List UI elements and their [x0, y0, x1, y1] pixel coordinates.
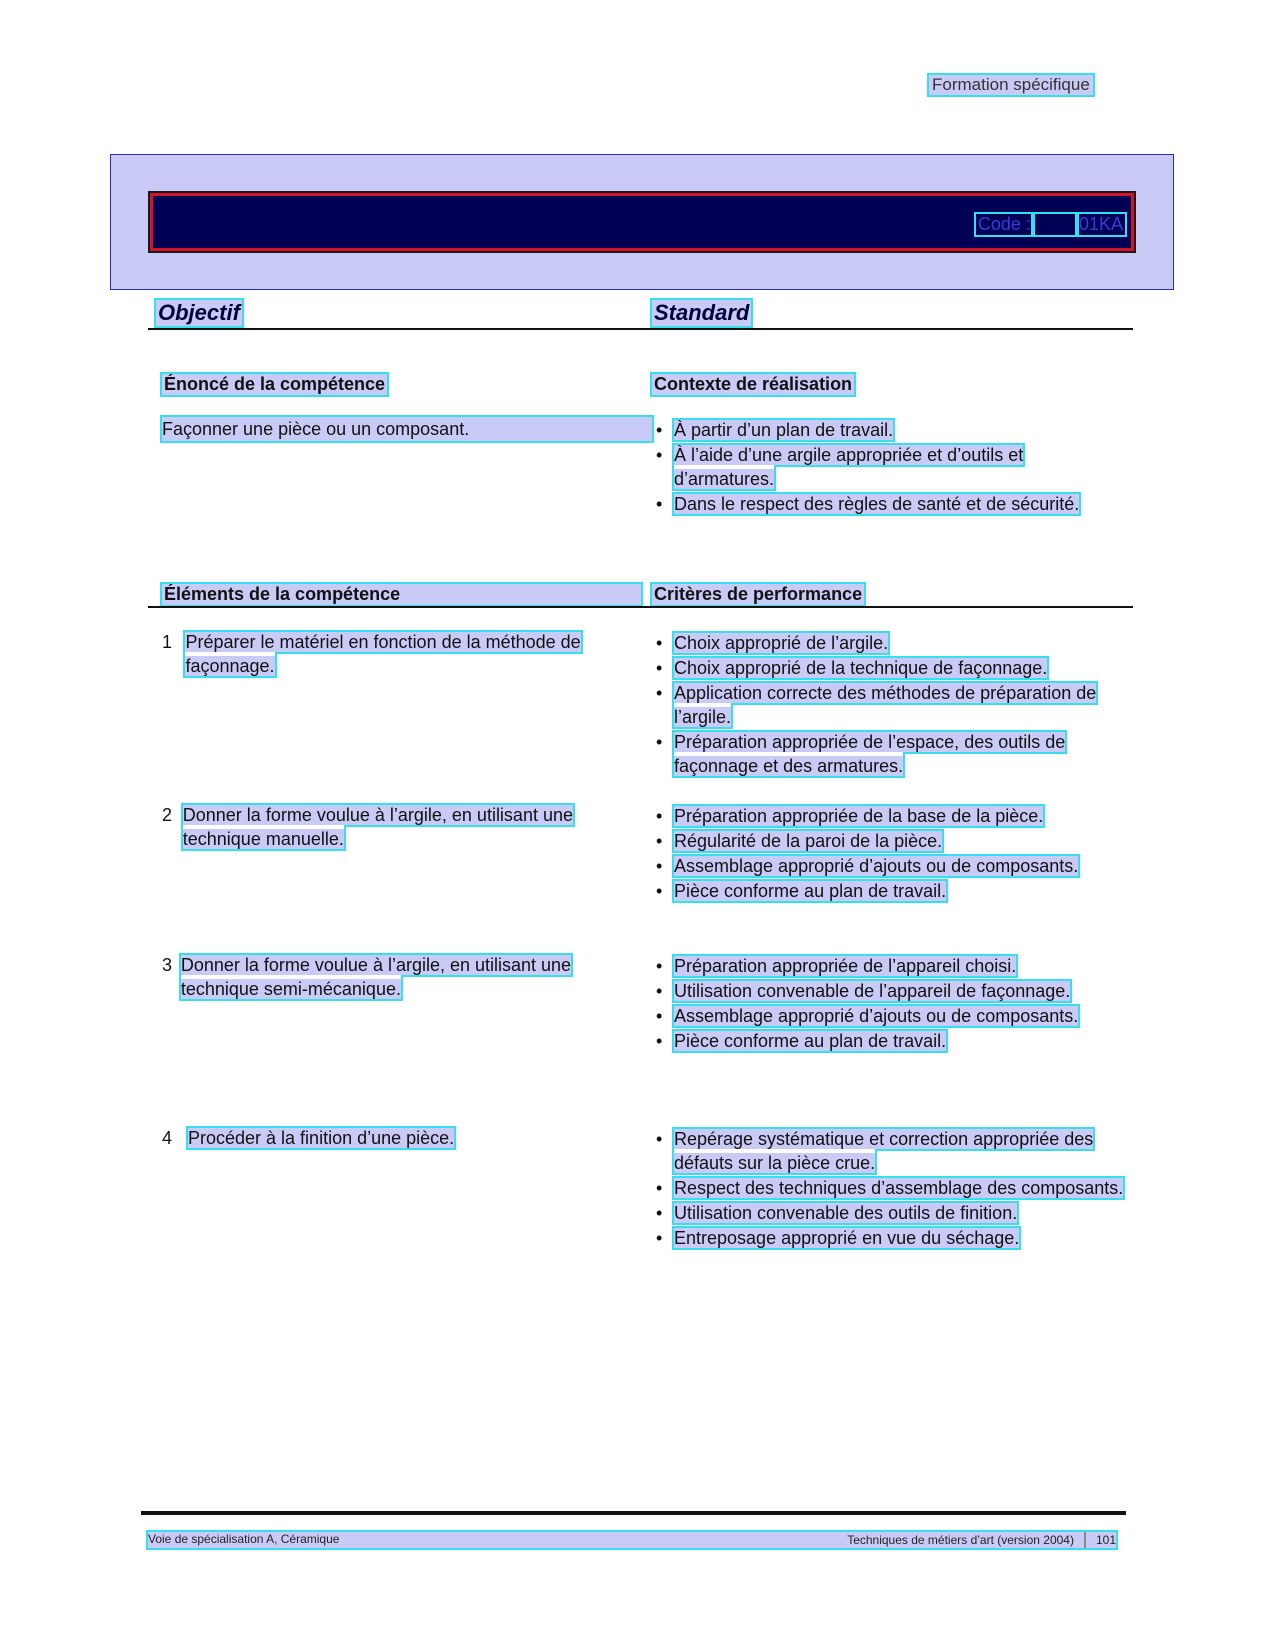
footer-right-group: [847, 1532, 1116, 1548]
element-text: Donner la forme voulue à l’argile, en utilisant une technique manuelle.: [182, 805, 573, 849]
element-number: 1: [162, 632, 173, 652]
list-item: • Utilisation convenable des outils de finition.: [652, 1201, 1127, 1225]
code-bar: [150, 193, 1134, 251]
list-item: • Assemblage approprié d’ajouts ou de composants.: [652, 854, 1112, 878]
criteria-list-1: [652, 631, 1112, 779]
element-number: 2: [162, 805, 173, 825]
list-item: • Assemblage approprié d’ajouts ou de composants.: [652, 1004, 1112, 1028]
list-item: • Préparation appropriée de l’espace, des outils de façonnage et des armatures.: [652, 730, 1112, 778]
column-objectif: Objectif: [158, 300, 240, 325]
element-1: [162, 630, 627, 678]
criteria-heading: Critères de performance: [654, 584, 863, 604]
footer-rule: [141, 1511, 1126, 1515]
elements-rule: [148, 606, 1133, 608]
element-4: [162, 1126, 627, 1150]
column-standard: Standard: [654, 300, 750, 325]
footer-right: Techniques de métiers d’art (version 2004): [847, 1533, 1074, 1547]
elements-heading: Éléments de la compétence: [162, 584, 641, 605]
list-item: • Repérage systématique et correction appropriée des défauts sur la pièce crue.: [652, 1127, 1127, 1175]
element-2: [162, 803, 627, 851]
code-label: Code :: [977, 214, 1031, 234]
criteria-list-4: [652, 1127, 1127, 1251]
list-item: • Dans le respect des règles de santé et de sécurité.: [652, 492, 1082, 516]
list-item: • Pièce conforme au plan de travail.: [652, 1029, 1112, 1053]
element-number: 3: [162, 955, 173, 975]
footer-left: Voie de spécialisation A, Céramique: [148, 1532, 340, 1546]
statement-heading: Énoncé de la compétence: [164, 374, 386, 394]
criteria-list-2: [652, 804, 1112, 904]
list-item: • Choix approprié de la technique de façonnage.: [652, 656, 1112, 680]
page-number: 101: [1095, 1533, 1116, 1547]
element-text: Procéder à la finition d’une pièce.: [188, 1128, 455, 1148]
list-item: • À partir d’un plan de travail.: [652, 418, 1082, 442]
list-item: • Pièce conforme au plan de travail.: [652, 879, 1112, 903]
list-item: • Respect des techniques d’assemblage des composants.: [652, 1176, 1127, 1200]
element-text: Préparer le matériel en fonction de la méthode de façonnage.: [185, 632, 581, 676]
code-value: 01KA: [1078, 214, 1123, 234]
context-heading: Contexte de réalisation: [654, 374, 853, 394]
list-item: • Choix approprié de l’argile.: [652, 631, 1112, 655]
list-item: • Préparation appropriée de la base de la pièce.: [652, 804, 1112, 828]
list-item: • Application correcte des méthodes de préparation de l’argile.: [652, 681, 1112, 729]
list-item: • Régularité de la paroi de la pièce.: [652, 829, 1112, 853]
list-item: • Entreposage approprié en vue du séchage.: [652, 1226, 1127, 1250]
criteria-list-3: [652, 954, 1112, 1054]
code-box: [976, 214, 1125, 235]
element-text: Donner la forme voulue à l’argile, en utilisant une technique semi-mécanique.: [180, 955, 572, 999]
code-gap: [1033, 214, 1077, 235]
running-header: Formation spécifique: [929, 75, 1093, 95]
list-item: • Utilisation convenable de l’appareil de façonnage.: [652, 979, 1112, 1003]
footer-divider: [1084, 1532, 1086, 1548]
footer: [148, 1532, 1116, 1548]
column-rule: [148, 328, 1133, 330]
element-3: [162, 953, 627, 1001]
context-list: [652, 418, 1082, 517]
list-item: • Préparation appropriée de l’appareil choisi.: [652, 954, 1112, 978]
list-item: • À l’aide d’une argile appropriée et d’outils et d’armatures.: [652, 443, 1082, 491]
element-number: 4: [162, 1128, 173, 1148]
competence-statement: Façonner une pièce ou un composant.: [162, 417, 652, 441]
